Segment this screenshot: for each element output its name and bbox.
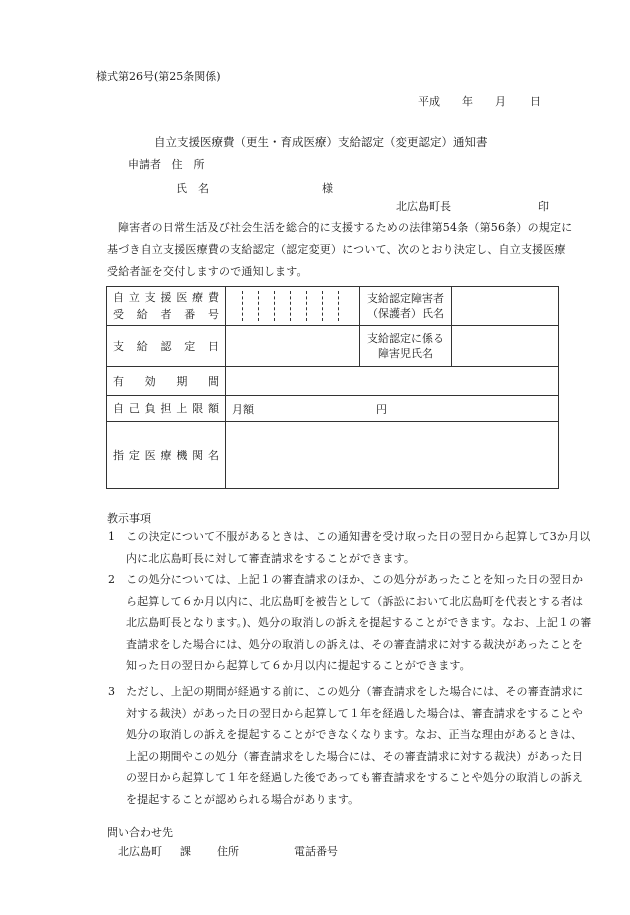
- applicant-name-label: 氏 名: [176, 182, 209, 195]
- recipient-number-boxes[interactable]: [226, 287, 360, 326]
- copay-limit-value[interactable]: [226, 396, 559, 422]
- certification-date-value[interactable]: [226, 326, 360, 367]
- date-era: 平成: [418, 95, 440, 108]
- date-month: 月: [495, 95, 506, 108]
- table-row: [107, 367, 559, 396]
- issue-date: [418, 93, 541, 109]
- inquiry-details: [118, 843, 338, 859]
- valid-period-label: 有効期間: [107, 367, 226, 396]
- document-title: 自立支援医療費（更生・育成医療）支給認定（変更認定）通知書: [154, 135, 488, 149]
- applicant-label: 申請者: [128, 158, 161, 171]
- copay-unit: 円: [376, 402, 387, 416]
- inquiry-town: 北広島町: [118, 845, 162, 858]
- valid-period-value[interactable]: [226, 367, 559, 396]
- note-item-1: 1 この決定について不服があるときは、この通知書を受け取った日の翌日から起算して3か月以内に北広島町長に対して審査請求をすることができます。: [108, 530, 591, 565]
- institution-value[interactable]: [226, 422, 559, 489]
- table-row: [107, 326, 559, 367]
- inquiry-phone: 電話番号: [294, 845, 338, 858]
- inquiry-address: 住所: [217, 845, 239, 858]
- table-row: [107, 396, 559, 422]
- child-name-label: 支給認定に係る 障害児氏名: [360, 326, 452, 367]
- date-year: 年: [462, 95, 473, 108]
- copay-limit-label: 自己負担上限額: [107, 396, 226, 422]
- notes-title: 教示事項: [107, 512, 151, 525]
- certification-table: [106, 286, 559, 489]
- inquiry-section: 課: [180, 845, 191, 858]
- certified-person-value[interactable]: [452, 287, 559, 326]
- copay-monthly-label: 月額: [232, 402, 254, 416]
- notice-body: 障害者の日常生活及び社会生活を総合的に支援するための法律第54条（第56条）の規定に基づき自立支援医療費の支給認定（認定変更）について、次のとおり決定し、自立支援医療受給者証を交付しますので通知します。: [107, 221, 573, 278]
- address-label: 住 所: [171, 158, 205, 171]
- inquiry-title: 問い合わせ先: [107, 826, 173, 839]
- institution-label: 指定医療機関名: [107, 422, 226, 489]
- honorific: 様: [322, 182, 333, 195]
- table-row: [107, 422, 559, 489]
- child-name-value[interactable]: [452, 326, 559, 367]
- issuer-title: 北広島町長: [396, 200, 451, 213]
- certification-date-label: 支給認定日: [107, 326, 226, 367]
- recipient-number-label: 自立支援医療費 受給者番号: [107, 287, 226, 326]
- certified-person-label: 支給認定障害者 （保護者）氏名: [360, 287, 452, 326]
- form-number: 様式第26号(第25条関係): [96, 70, 221, 83]
- note-item-2: 2 この処分については、上記１の審査請求のほか、この処分があったことを知った日の翌日から起算して６か月以内に、北広島町を被告として（訴訟において北広島町を代表とする者は北広島町長となります。)、処分の取消しの訴えを提起することができます。なお、上記１の審査請求をした場合には、処分の取消しの訴えは、その審査請求に対する裁決があったことを知った日の翌日から起算して６か月以内に提起することができます。: [108, 573, 592, 672]
- seal-mark: 印: [538, 200, 549, 213]
- applicant-address-line: [128, 156, 205, 172]
- table-row: [107, 287, 559, 326]
- date-day: 日: [530, 95, 541, 108]
- note-item-3: 3 ただし、上記の期間が経過する前に、この処分（審査請求をした場合には、その審査請求に対する裁決）があった日の翌日から起算して１年を経過した場合は、審査請求をすることや処分の取消しの訴えを提起することができなくなります。なお、正当な理由があるときは、上記の期間やこの処分（審査請求をした場合には、その審査請求に対する裁決）があった日の翌日から起算して１年を経過した後であっても審査請求をすることや処分の取消しの訴えを提起することが認められる場合があります。: [108, 685, 584, 806]
